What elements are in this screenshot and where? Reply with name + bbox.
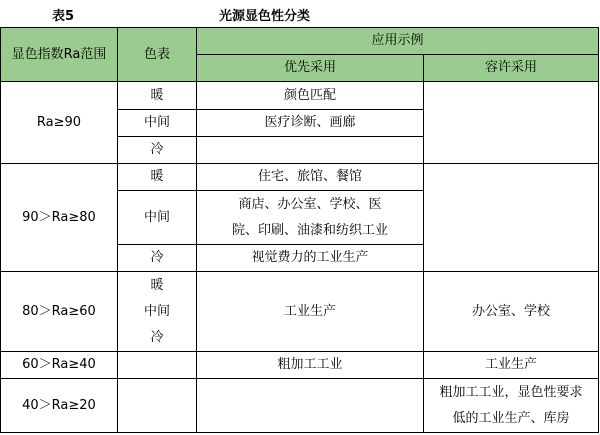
allowed-cell: 办公室、学校 [424,272,599,352]
preferred-line: 商店、办公室、学校、医 [238,196,382,212]
preferred-cell: 颜色匹配 [197,82,424,110]
tone-line: 暖 [150,277,164,293]
preferred-cell: 粗加工工业 [197,352,424,379]
table-row [1,164,599,191]
tone-cell: 中间 [118,110,197,137]
preferred-cell: 视觉费力的工业生产 [197,245,424,272]
tone-cell [118,272,197,352]
preferred-cell [197,137,424,164]
allowed-cell [424,82,599,164]
preferred-cell: 住宅、旅馆、餐馆 [197,164,424,191]
range-cell: Ra≥90 [1,82,118,164]
tone-line: 冷 [150,329,164,345]
tone-cell: 冷 [118,245,197,272]
tone-line: 中间 [143,303,170,319]
preferred-cell: 医疗诊断、画廊 [197,110,424,137]
table-row [1,379,599,433]
tone-cell [118,379,197,433]
preferred-cell [197,191,424,245]
table-row [1,82,599,110]
tone-cell [118,352,197,379]
allowed-line: 低的工业生产、库房 [452,410,570,426]
preferred-cell [197,379,424,433]
header-range: 显色指数Ra范围 [1,28,118,82]
tone-cell: 冷 [118,137,197,164]
range-cell: 80＞Ra≥60 [1,272,118,352]
range-cell: 40＞Ra≥20 [1,379,118,433]
table-title: 光源显色性分类 [219,9,311,24]
header-application: 应用示例 [197,28,599,55]
table-row [1,272,599,352]
range-cell: 90＞Ra≥80 [1,164,118,272]
table-caption [0,0,600,26]
tone-cell: 暖 [118,82,197,110]
allowed-cell [424,164,599,272]
tone-cell: 中间 [118,191,197,245]
preferred-cell: 工业生产 [197,272,424,352]
header-allowed: 容许采用 [424,55,599,82]
allowed-line: 粗加工工业，显色性要求 [439,384,583,400]
tone-cell: 暖 [118,164,197,191]
color-rendering-table [0,27,599,433]
header-preferred: 优先采用 [197,55,424,82]
allowed-cell: 工业生产 [424,352,599,379]
preferred-line: 院、印刷、油漆和纺织工业 [231,222,388,238]
table-row [1,352,599,379]
allowed-cell [424,379,599,433]
header-row [1,28,599,55]
range-cell: 60＞Ra≥40 [1,352,118,379]
table-number: 表5 [52,9,75,24]
header-color-table: 色表 [118,28,197,82]
